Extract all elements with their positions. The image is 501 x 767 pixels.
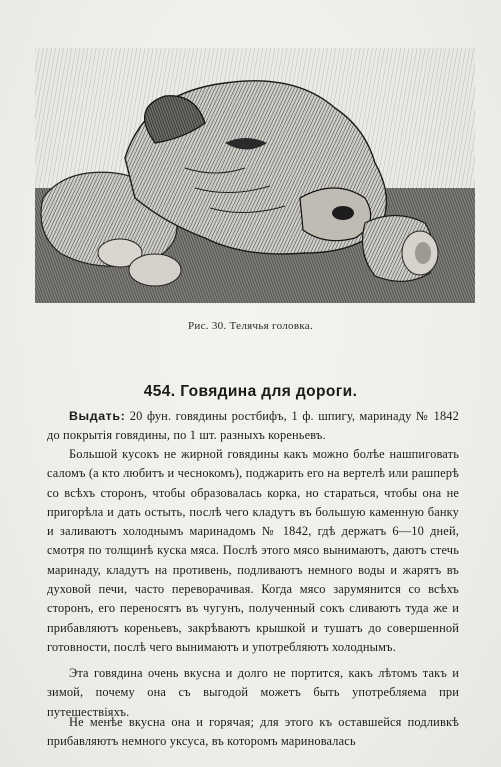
yield-text: 20 фун. говядины ростбифъ, 1 ф. шпигу, маринаду № 1842 до покрытія говядины, по 1 шт. разныхъ кореньевъ. bbox=[47, 409, 459, 443]
figure-caption: Рис. 30. Телячья головка. bbox=[187, 320, 314, 332]
calf-head-engraving bbox=[35, 48, 475, 303]
recipe-paragraph-method: Большой кусокъ не жирной говядины какъ можно болѣе нашпиговать саломъ (а кто любитъ и чеснокомъ), поджарить его на вертелѣ или рашперѣ со всѣхъ сторонъ, чтобы образовалась корка, но стараться, чтобы она не пригорѣла и дать остыть, послѣ чего кладутъ въ большую каменную банку и заливаютъ холоднымъ маринадомъ № 1842, гдѣ держатъ 6—10 дней, смотря по толщинѣ куска мяса. Послѣ этого мясо вынимаютъ, даютъ стечь маринаду, кладутъ на противень, подливаютъ немного воды и жарятъ въ духовой печи, часто переворачивая. Когда мясо зарумянится со всѣхъ сторонъ, его переносятъ въ чугунъ, полученный сокъ сливаютъ туда же и прибавляютъ кореньевъ, закрѣваютъ крышкой и тушатъ до совершенной готовности, послѣ чего вынимаютъ и употребляютъ холоднымъ. bbox=[47, 447, 459, 654]
recipe-ingredients bbox=[47, 407, 459, 446]
yield-label: Выдать: bbox=[69, 409, 126, 423]
recipe-paragraph-hot: Не менѣе вкусна она и горячая; для этого къ оставшейся подливкѣ прибавляютъ немного уксуса, въ которомъ мариновалась bbox=[47, 715, 459, 749]
recipe-title: 454. Говядина для дороги. bbox=[143, 383, 358, 400]
recipe-paragraph-storage: Эта говядина очень вкусна и долго не портится, какъ лѣтомъ такъ и зимой, почему она съ выгодой можетъ быть употребляема при путешествіяхъ. bbox=[47, 666, 459, 719]
